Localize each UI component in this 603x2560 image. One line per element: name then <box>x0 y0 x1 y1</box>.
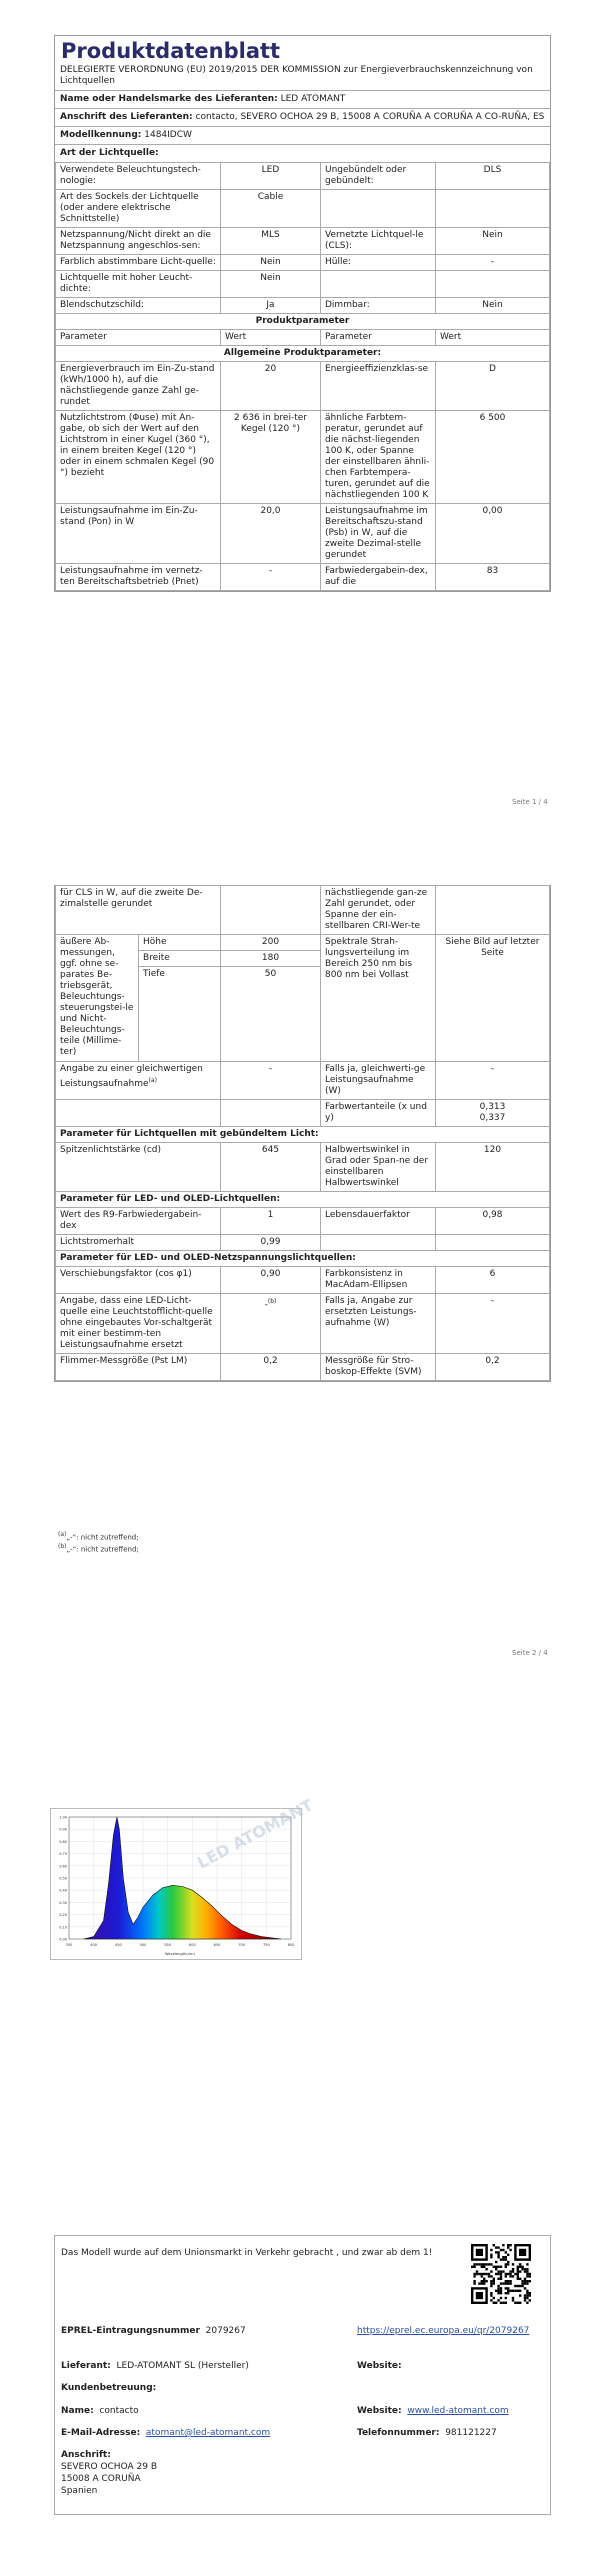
light-source-type-table <box>55 162 550 591</box>
dimensions-row: äußere Ab-messungen, ggf. ohne se-parates Be-triebsgerät, Beleuchtungs-steuerungstei-le und Nicht-Beleuchtungs-teile (Millime-ter) Höhe 200 Spektrale Strah-lungsverteilung im Bereich 250 nm bis 800 nm bei Vollast Siehe Bild auf letzter Seite <box>56 935 550 951</box>
table-row: Netzspannung/Nicht direkt an die Netzspannung angeschlos-sen: MLS Vernetzte Lichtquel-le (CLS): Nein <box>56 228 550 255</box>
contact-name-row: Name: contacto <box>61 2406 139 2416</box>
footnotes: $^{(a)}$„-“: nicht zutreffend; $^{(b)}$„-“: nicht zutreffend; <box>58 1531 139 1554</box>
mains-header: Parameter für LED- und OLED-Netzspannungslichtquellen: <box>56 1251 550 1267</box>
x-tick-label: 350 <box>65 1943 73 1947</box>
regulation-text: DELEGIERTE VERORDNUNG (EU) 2019/2015 DER KOMMISSION zur Energieverbrauchskennzeichnung von Lichtquellen <box>60 65 533 86</box>
spectral-distribution-chart <box>50 1795 317 1960</box>
x-tick-label: 700 <box>238 1943 246 1947</box>
support-label: Kundenbetreuung: <box>61 2383 157 2393</box>
contact-website-row: Website: www.led-atomant.com <box>357 2406 509 2416</box>
table-row: Leistungsaufnahme im Ein-Zu-stand (Pon) in W 20,0 Leistungsaufnahme im Bereitschaftszu-stand (Psb) in W, auf die zweite Dezimal-stelle gerundet 0,00 <box>56 504 550 564</box>
directional-header: Parameter für Lichtquellen mit gebündeltem Licht: <box>56 1127 550 1143</box>
param-header-row: Parameter Wert Parameter Wert <box>56 330 550 346</box>
y-tick-label: 0.10 <box>59 1925 67 1930</box>
y-tick-label: 0.90 <box>59 1827 67 1832</box>
supplier-name-row: Name oder Handelsmarke des Lieferanten: LED ATOMANT <box>55 90 550 108</box>
table-row: für CLS in W, auf die zweite De-zimalstelle gerundet nächstliegende gan-ze Zahl gerundet, oder Spanne der ein-stellbaren CRI-Wer-te <box>56 886 550 935</box>
x-tick-label: 600 <box>188 1943 196 1947</box>
led-header: Parameter für LED- und OLED-Lichtquellen: <box>56 1192 550 1208</box>
dimensions-row: Breite 180 <box>56 951 550 967</box>
parameters-table-continued <box>55 885 550 1381</box>
email-row: E-Mail-Adresse: atomant@led-atomant.com <box>61 2428 271 2438</box>
x-axis-label: Wavelength(nm) <box>165 1952 195 1956</box>
table-row: Lichtquelle mit hoher Leucht-dichte: Nein <box>56 271 550 298</box>
table-row: Blendschutzschild: Ja Dimmbar: Nein <box>56 298 550 314</box>
table-row: Nutzlichtstrom (Φuse) mit An-gabe, ob sich der Wert auf den Lichtstrom in einer Kugel (360 °), in einem breiten Kegel (120 °) oder in einem schmalen Kegel (90 °) bezieht 2 636 in brei-ter Kegel (120 °) ähnliche Farbtem-peratur, gerundet auf die nächst-liegenden 100 K, oder Spanne der einstellbaren ähnli-chen Farbtempera-turen, gerundet auf die nächstliegenden 100 K 6 500 <box>56 411 550 504</box>
table-row: Energieverbrauch im Ein-Zu-stand (kWh/1000 h), auf die nächstliegende ganze Zahl ge-rundet 20 Energieeffizienzklas-se D <box>56 362 550 411</box>
page-title: Produktdatenblatt <box>61 39 281 63</box>
supplier-address-row: Anschrift des Lieferanten: contacto, SEVERO OCHOA 29 B, 15008 A CORUÑA A CORUÑA A CO-RUÑA, ES <box>55 108 550 126</box>
x-tick-label: 800 <box>287 1943 295 1947</box>
qr-code <box>471 2244 531 2304</box>
y-tick-label: 0.70 <box>59 1852 67 1857</box>
x-tick-label: 450 <box>114 1943 122 1947</box>
x-tick-label: 550 <box>164 1943 172 1947</box>
eprel-row: EPREL-Eintragungsnummer 2079267 https://eprel.ec.europa.eu/qr/2079267 <box>61 2326 530 2336</box>
y-tick-label: 0.30 <box>59 1900 67 1905</box>
watermark-text: LED ATOMANT <box>193 1795 317 1873</box>
y-tick-label: 1.00 <box>59 1815 67 1820</box>
table-row: Flimmer-Messgröße (Pst LM) 0,2 Messgröße für Stro-boskop-Effekte (SVM) 0,2 <box>56 1354 550 1381</box>
page-number-2: Seite 2 / 4 <box>512 1649 548 1657</box>
table-row: Lichtstromerhalt 0,99 <box>56 1235 550 1251</box>
y-tick-label: 0.50 <box>59 1876 67 1881</box>
product-params-header: Produktparameter <box>56 314 550 330</box>
datasheet-page-4 <box>54 2235 551 2515</box>
table-row: Leistungsaufnahme im vernetz-ten Bereitschaftsbetrieb (Pnet) - Farbwiedergabein-dex, auf die 83 <box>56 564 550 591</box>
model-row: Modellkennung: 1484IDCW <box>55 126 550 144</box>
y-tick-label: 0.40 <box>59 1888 67 1893</box>
phone-row: Telefonnummer: 981121227 <box>357 2428 497 2438</box>
spectrum-svg <box>51 1795 317 1959</box>
table-row: Art des Sockels der Lichtquelle (oder andere elektrische Schnittstelle) Cable <box>56 190 550 228</box>
table-row: Angabe zu einer gleichwertigen Leistungsaufnahme$^{(a)}$ - Falls ja, gleichwerti-ge Leistungsaufnahme (W) - <box>56 1062 550 1100</box>
x-tick-label: 400 <box>90 1943 98 1947</box>
datasheet-page-2 <box>54 885 551 1382</box>
website-link[interactable]: www.led-atomant.com <box>407 2406 509 2416</box>
y-tick-label: 0.00 <box>59 1937 67 1942</box>
x-tick-label: 750 <box>262 1943 270 1947</box>
union-market-text: Das Modell wurde auf dem Unionsmarkt in Verkehr gebracht , und zwar ab dem 1! <box>61 2248 433 2258</box>
datasheet-page-1 <box>54 35 551 592</box>
table-row: Verschiebungsfaktor (cos φ1) 0,90 Farbkonsistenz in MacAdam-Ellipsen 6 <box>56 1267 550 1294</box>
table-row: Farbwertanteile (x und y) 0,313 0,337 <box>56 1100 550 1127</box>
page-number-1: Seite 1 / 4 <box>512 798 548 806</box>
y-tick-label: 0.20 <box>59 1913 67 1918</box>
email-link[interactable]: atomant@led-atomant.com <box>145 2428 271 2438</box>
x-tick-label: 500 <box>139 1943 147 1947</box>
table-row: Farblich abstimmbare Licht-quelle: Nein Hülle: - <box>56 255 550 271</box>
website-label: Website: <box>357 2361 402 2371</box>
table-row: Wert des R9-Farbwiedergabein-dex 1 Lebensdauerfaktor 0,98 <box>56 1208 550 1235</box>
table-row: Angabe, dass eine LED-Licht-quelle eine Leuchtstofflicht-quelle ohne eingebautes Vor-schaltgerät mit einer bestimm-ten Leistungsaufnahme ersetzt -$^{(b)}$ Falls ja, Angabe zur ersetzten Leistungs-aufnahme (W) - <box>56 1294 550 1354</box>
y-tick-label: 0.60 <box>59 1864 67 1869</box>
eprel-link[interactable]: https://eprel.ec.europa.eu/qr/2079267 <box>357 2326 530 2336</box>
supplier-row: Lieferant: LED-ATOMANT SL (Hersteller) <box>61 2361 249 2371</box>
dimensions-row: Tiefe 50 <box>56 967 550 1062</box>
address-block: Anschrift: SEVERO OCHOA 29 B 15008 A CORUÑA Spanien <box>61 2450 158 2496</box>
light-source-type-header: Art der Lichtquelle: <box>55 144 550 162</box>
y-tick-label: 0.80 <box>59 1839 67 1844</box>
x-tick-label: 650 <box>213 1943 221 1947</box>
general-params-header: Allgemeine Produktparameter: <box>56 346 550 362</box>
table-row: Verwendete Beleuchtungstech-nologie: LED Ungebündelt oder gebündelt: DLS <box>56 163 550 190</box>
table-row: Spitzenlichtstärke (cd) 645 Halbwertswinkel in Grad oder Span-ne der einstellbaren Halbwertswinkel 120 <box>56 1143 550 1192</box>
